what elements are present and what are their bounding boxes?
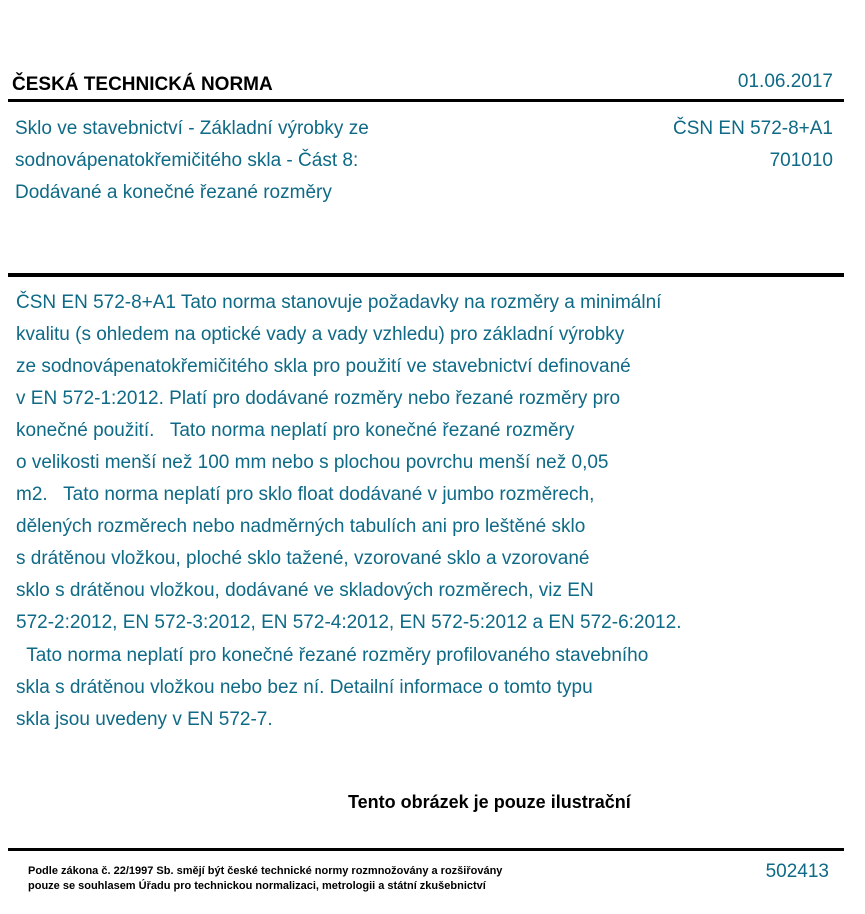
abstract-line: s drátěnou vložkou, ploché sklo tažené, vzorované sklo a vzorované: [16, 548, 590, 569]
footer-divider: [8, 848, 844, 851]
standard-title-line-2: sodnovápenatokřemičitého skla - Část 8:: [15, 150, 359, 171]
title-divider: [8, 273, 844, 277]
abstract-line: sklo s drátěnou vložkou, dodávané ve skladových rozměrech, viz EN: [16, 580, 594, 601]
header-divider: [8, 99, 844, 102]
document-header-title: ČESKÁ TECHNICKÁ NORMA: [12, 74, 273, 95]
abstract-line: ze sodnovápenatokřemičitého skla pro použití ve stavebnictví definované: [16, 356, 631, 377]
catalog-number: 502413: [765, 861, 829, 882]
standard-title-line-3: Dodávané a konečné řezané rozměry: [15, 182, 332, 203]
abstract-line: m2. Tato norma neplatí pro sklo float dodávané v jumbo rozměrech,: [16, 484, 595, 505]
abstract-line: dělených rozměrech nebo nadměrných tabulích ani pro leštěné sklo: [16, 516, 586, 537]
abstract-line: o velikosti menší než 100 mm nebo s plochou povrchu menší než 0,05: [16, 452, 609, 473]
publication-date: 01.06.2017: [737, 71, 833, 92]
legal-notice-line-1: Podle zákona č. 22/1997 Sb. smějí být české technické normy rozmnožovány a rozšiřovány: [28, 865, 503, 877]
abstract-line: v EN 572-1:2012. Platí pro dodávané rozměry nebo řezané rozměry pro: [16, 388, 621, 409]
illustration-note: Tento obrázek je pouze ilustrační: [348, 792, 631, 812]
classification-number: 701010: [769, 150, 833, 171]
abstract-line: kvalitu (s ohledem na optické vady a vady vzhledu) pro základní výrobky: [16, 324, 625, 345]
abstract-line: konečné použití. Tato norma neplatí pro konečné řezané rozměry: [16, 420, 575, 441]
abstract-line: skla s drátěnou vložkou nebo bez ní. Detailní informace o tomto typu: [16, 677, 593, 698]
abstract-line: 572-2:2012, EN 572-3:2012, EN 572-4:2012, EN 572-5:2012 a EN 572-6:2012.: [16, 612, 682, 633]
abstract-line: ČSN EN 572-8+A1 Tato norma stanovuje požadavky na rozměry a minimální: [16, 292, 662, 313]
standard-title-line-1: Sklo ve stavebnictví - Základní výrobky ze: [15, 118, 369, 139]
standard-code: ČSN EN 572-8+A1: [673, 118, 833, 139]
abstract-line: Tato norma neplatí pro konečné řezané rozměry profilovaného stavebního: [16, 645, 649, 666]
abstract-line: skla jsou uvedeny v EN 572-7.: [16, 709, 273, 730]
legal-notice-line-2: pouze se souhlasem Úřadu pro technickou normalizaci, metrologii a státní zkušebnictví: [28, 880, 486, 892]
